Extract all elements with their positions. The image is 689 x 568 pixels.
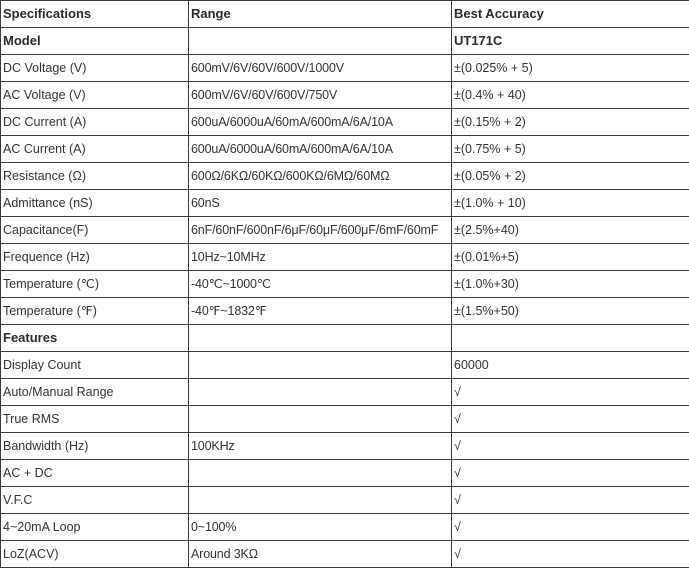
spec-name-cell: AC + DC (1, 460, 189, 487)
section-row-features (1, 325, 689, 352)
spec-name-cell: DC Current (A) (1, 109, 189, 136)
spec-name-cell: Auto/Manual Range (1, 379, 189, 406)
spec-name-cell: LoZ(ACV) (1, 541, 189, 568)
accuracy-cell: √ (452, 433, 689, 460)
table-row (1, 271, 689, 298)
spec-name-cell: Bandwidth (Hz) (1, 433, 189, 460)
model-name: UT171C (452, 28, 689, 55)
range-cell: 100KHz (189, 433, 452, 460)
table-row (1, 514, 689, 541)
range-cell (189, 487, 452, 514)
header-best-accuracy: Best Accuracy (452, 1, 689, 28)
accuracy-cell: √ (452, 541, 689, 568)
range-cell: 10Hz~10MHz (189, 244, 452, 271)
accuracy-cell: ±(0.15% + 2) (452, 109, 689, 136)
table-row (1, 163, 689, 190)
accuracy-cell: ±(0.75% + 5) (452, 136, 689, 163)
range-cell: -40℃~1000℃ (189, 271, 452, 298)
table-row (1, 217, 689, 244)
range-cell (189, 352, 452, 379)
spec-name-cell: 4~20mA Loop (1, 514, 189, 541)
table-row (1, 82, 689, 109)
range-cell: 600mV/6V/60V/600V/750V (189, 82, 452, 109)
accuracy-cell: ±(1.0%+30) (452, 271, 689, 298)
range-cell (189, 460, 452, 487)
accuracy-cell: 60000 (452, 352, 689, 379)
accuracy-cell: ±(0.4% + 40) (452, 82, 689, 109)
table-row (1, 406, 689, 433)
spec-name-cell: True RMS (1, 406, 189, 433)
section-title: Model (1, 28, 189, 55)
accuracy-cell: ±(0.01%+5) (452, 244, 689, 271)
accuracy-cell: ±(0.025% + 5) (452, 55, 689, 82)
accuracy-cell: ±(2.5%+40) (452, 217, 689, 244)
table-row (1, 136, 689, 163)
range-cell: 600Ω/6KΩ/60KΩ/600KΩ/6MΩ/60MΩ (189, 163, 452, 190)
range-cell: Around 3KΩ (189, 541, 452, 568)
table-row (1, 244, 689, 271)
accuracy-cell: ±(1.0% + 10) (452, 190, 689, 217)
table-row (1, 379, 689, 406)
table-row (1, 352, 689, 379)
range-cell: 600mV/6V/60V/600V/1000V (189, 55, 452, 82)
accuracy-cell: √ (452, 487, 689, 514)
range-cell: 6nF/60nF/600nF/6μF/60μF/600μF/6mF/60mF (189, 217, 452, 244)
spec-name-cell: DC Voltage (V) (1, 55, 189, 82)
section-range-empty (189, 325, 452, 352)
section-accuracy-empty (452, 325, 689, 352)
spec-name-cell: Admittance (nS) (1, 190, 189, 217)
range-cell: 60nS (189, 190, 452, 217)
section-row-model (1, 28, 689, 55)
accuracy-cell: √ (452, 406, 689, 433)
accuracy-cell: √ (452, 379, 689, 406)
spec-name-cell: Display Count (1, 352, 189, 379)
section-range-empty (189, 28, 452, 55)
table-row (1, 487, 689, 514)
table-row (1, 298, 689, 325)
spec-name-cell: Temperature (℉) (1, 298, 189, 325)
range-cell (189, 406, 452, 433)
header-specifications: Specifications (1, 1, 189, 28)
spec-name-cell: Capacitance(F) (1, 217, 189, 244)
header-row (1, 1, 689, 28)
range-cell: 600uA/6000uA/60mA/600mA/6A/10A (189, 136, 452, 163)
table-row (1, 541, 689, 568)
table-row (1, 55, 689, 82)
section-title: Features (1, 325, 189, 352)
spec-name-cell: AC Current (A) (1, 136, 189, 163)
spec-name-cell: AC Voltage (V) (1, 82, 189, 109)
accuracy-cell: ±(1.5%+50) (452, 298, 689, 325)
accuracy-cell: √ (452, 460, 689, 487)
range-cell: -40℉~1832℉ (189, 298, 452, 325)
header-range: Range (189, 1, 452, 28)
spec-name-cell: V.F.C (1, 487, 189, 514)
accuracy-cell: √ (452, 514, 689, 541)
range-cell: 0~100% (189, 514, 452, 541)
range-cell: 600uA/6000uA/60mA/600mA/6A/10A (189, 109, 452, 136)
table-row (1, 433, 689, 460)
accuracy-cell: ±(0.05% + 2) (452, 163, 689, 190)
spec-name-cell: Temperature (℃) (1, 271, 189, 298)
table-row (1, 190, 689, 217)
range-cell (189, 379, 452, 406)
spec-name-cell: Frequence (Hz) (1, 244, 189, 271)
table-row (1, 109, 689, 136)
table-row (1, 460, 689, 487)
spec-name-cell: Resistance (Ω) (1, 163, 189, 190)
